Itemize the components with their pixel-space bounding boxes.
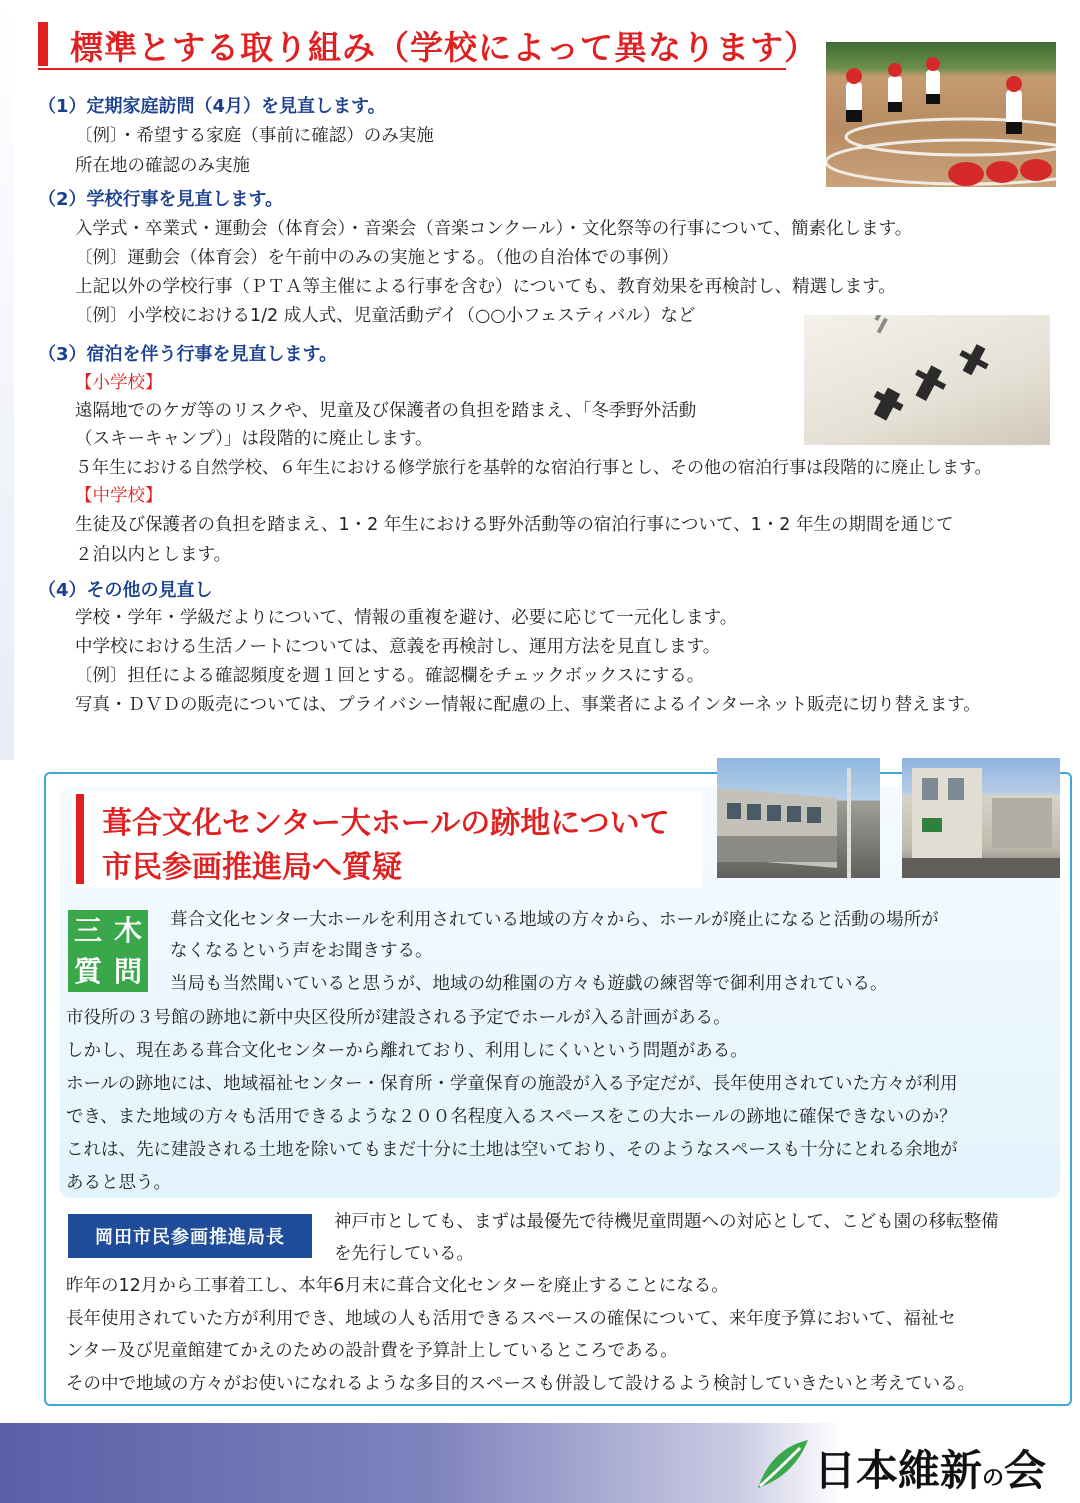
item-2-line: 上記以外の学校行事（ＰＴＡ等主催による行事を含む）についても、教育効果を再検討し、精選します。 — [75, 277, 896, 297]
party-name-small: の — [982, 1465, 1005, 1491]
question-line: これは、先に建設される土地を除いてもまだ十分に土地は空いており、そのようなスペースも十分にとれる余地が — [66, 1140, 958, 1160]
question-line: 当局も当然聞いていると思うが、地域の幼稚園の方々も遊戯の練習等で御利用されている。 — [170, 974, 888, 994]
item-4-line: 中学校における生活ノートについては、意義を再検討し、運用方法を見直します。 — [75, 637, 721, 657]
junior-label: 【中学校】 — [75, 486, 163, 506]
section-title-bar — [38, 22, 48, 66]
qa-title-bar — [76, 794, 84, 884]
item-1-line: 〔例〕・希望する家庭（事前に確認）のみ実施 — [75, 126, 434, 146]
qa-title-line1: 葺合文化センター大ホールの跡地について — [102, 806, 670, 841]
answer-line: 昨年の12月から工事着工し、本年6月末に葺合文化センターを廃止することになる。 — [66, 1276, 729, 1296]
section-title: 標準とする取り組み（学校によって異なります） — [70, 28, 818, 67]
item-2-heading: （2）学校行事を見直します。 — [38, 189, 284, 210]
party-name-main: 日本維新 — [814, 1446, 983, 1495]
section-title-rule — [38, 68, 786, 70]
question-line: でき、また地域の方々も活用できるような２００名程度入るスペースをこの大ホールの跡地に確保できないのか？ — [66, 1107, 957, 1127]
page-edge-strip — [0, 0, 14, 760]
question-line: なくなるという声をお聞きする。 — [170, 941, 433, 961]
badge-char: 質 — [73, 954, 102, 988]
question-line: 市役所の３号館の跡地に新中央区役所が建設される予定でホールが入る計画がある。 — [66, 1008, 731, 1028]
item-4-line: 学校・学年・学級だよりについて、情報の重複を避け、必要に応じて一元化します。 — [75, 608, 738, 628]
answer-line: 神戸市としても、まずは最優先で待機児童問題への対応として、こども園の移転整備 — [334, 1212, 999, 1232]
item-4-line: 写真・ＤＶＤの販売については、プライバシー情報に配慮の上、事業者によるインターネット販売に切り替えます。 — [75, 695, 981, 715]
question-line: しかし、現在ある葺合文化センターから離れており、利用しにくいという問題がある。 — [66, 1041, 748, 1061]
answerer-badge: 岡田市民参画推進局長 — [68, 1214, 312, 1258]
answer-line: を先行している。 — [334, 1244, 474, 1264]
junior-line: 生徒及び保護者の負担を踏まえ、1・2 年生における野外活動等の宿泊行事について、1・2 年生の期間を通じて — [75, 515, 954, 535]
elementary-label: 【小学校】 — [75, 373, 163, 393]
questioner-badge — [68, 910, 148, 992]
question-line: あると思う。 — [66, 1173, 171, 1193]
answer-line: 長年使用されていた方が利用でき、地域の人も活用できるスペースの確保について、来年度予算において、福祉セ — [66, 1309, 956, 1329]
item-4-line: 〔例〕担任による確認頻度を週１回とする。確認欄をチェックボックスにする。 — [75, 666, 705, 686]
building-photo — [717, 758, 880, 878]
item-2-line: 〔例〕運動会（体育会）を午前中のみの実施とする。（他の自治体での事例） — [75, 248, 679, 268]
party-name — [814, 1438, 1046, 1498]
sports-day-photo — [826, 42, 1056, 187]
answer-line: ンター及び児童館建てかえのための設計費を予算計上しているところである。 — [66, 1341, 678, 1361]
building-photo — [902, 758, 1060, 878]
certificate-photo — [804, 315, 1050, 445]
party-logo — [752, 1432, 1052, 1496]
party-name-end: 会 — [1004, 1446, 1047, 1495]
leaf-logo-icon — [752, 1434, 812, 1494]
item-1-line: 所在地の確認のみ実施 — [75, 156, 250, 176]
qa-title-line2: 市民参画推進局へ質疑 — [102, 850, 402, 885]
badge-char: 木 — [113, 913, 142, 947]
item-4-heading: （4）その他の見直し — [38, 580, 213, 601]
question-line: 葺合文化センター大ホールを利用されている地域の方々から、ホールが廃止になると活動の場所が — [170, 910, 939, 930]
answer-line: その中で地域の方々がお使いになれるような多目的スペースも併設して設けるよう検討していきたいと考えている。 — [66, 1374, 976, 1394]
badge-char: 三 — [73, 913, 102, 947]
elementary-line: （スキーキャンプ）」は段階的に廃止します。 — [75, 429, 433, 449]
junior-line: ２泊以内とします。 — [75, 545, 232, 565]
question-line: ホールの跡地には、地域福祉センター・保育所・学童保育の施設が入る予定だが、長年使用されていた方々が利用 — [66, 1074, 958, 1094]
badge-char: 問 — [113, 954, 142, 988]
elementary-line: ５年生における自然学校、６年生における修学旅行を基幹的な宿泊行事とし、その他の宿泊行事は段階的に廃止します。 — [75, 458, 992, 478]
elementary-line: 遠隔地でのケガ等のリスクや、児童及び保護者の負担を踏まえ、「冬季野外活動 — [75, 401, 697, 421]
item-2-line: 〔例〕小学校における1/2 成人式、児童活動デイ（○○小フェスティバル）など — [75, 306, 696, 326]
item-2-line: 入学式・卒業式・運動会（体育会）・音楽会（音楽コンクール）・文化祭等の行事について、簡素化します。 — [75, 219, 913, 239]
item-1-heading: （1）定期家庭訪問（4月）を見直します。 — [38, 96, 386, 117]
item-3-heading: （3）宿泊を伴う行事を見直します。 — [38, 344, 338, 365]
